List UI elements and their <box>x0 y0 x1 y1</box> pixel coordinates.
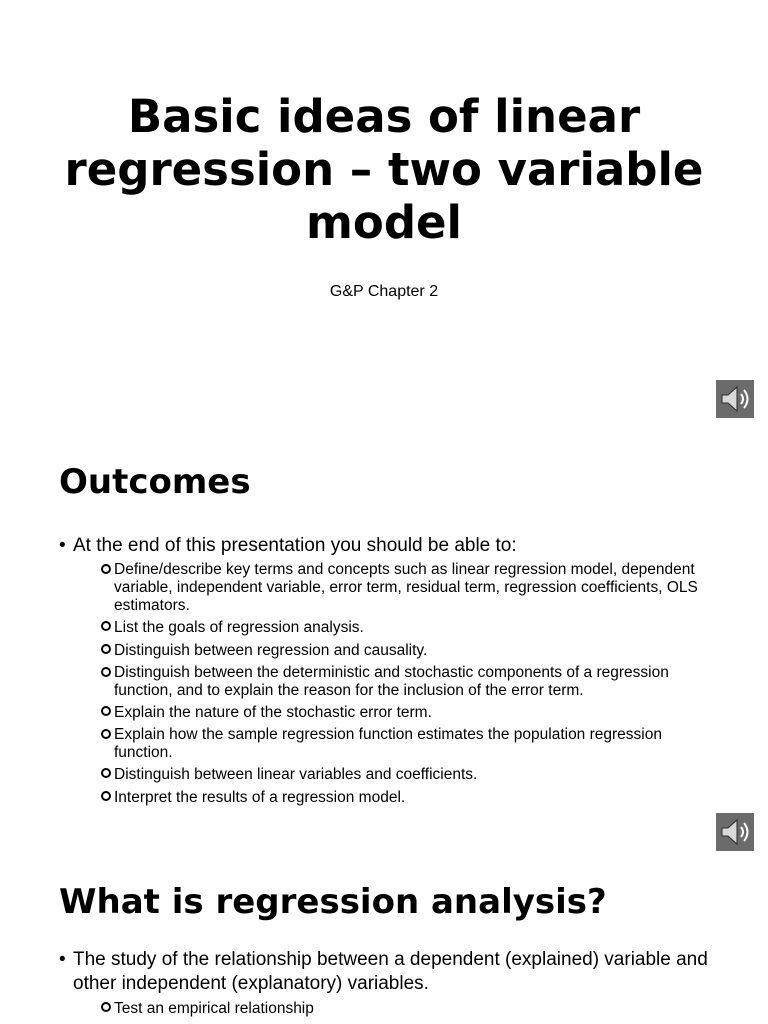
bullet-dot-icon: • <box>59 949 66 970</box>
ring-bullet-icon <box>101 564 111 574</box>
sub-bullet-item <box>73 726 719 762</box>
regression-slide <box>0 860 768 1024</box>
sub-bullet-item <box>73 999 719 1019</box>
bullet-dot-icon: • <box>59 535 66 556</box>
ring-bullet-icon <box>101 706 111 716</box>
ring-bullet-icon <box>101 667 111 677</box>
bullet-item <box>59 534 719 808</box>
sub-bullet-text: Define/describe key terms and concepts such as linear regression model, dependent variable, independent variable, error term, residual term, regression coefficients, OLS estimators. <box>114 561 698 614</box>
sub-bullet-item <box>73 641 719 661</box>
sub-bullet-text: Test an empirical relationship <box>114 1000 314 1017</box>
sub-bullet-item <box>73 788 719 808</box>
bullet-text: The study of the relationship between a dependent (explained) variable and other independent (explanatory) variables. <box>73 949 708 994</box>
ring-bullet-icon <box>101 621 111 631</box>
sub-bullet-item <box>73 561 719 615</box>
ring-bullet-icon <box>101 729 111 739</box>
ring-bullet-icon <box>101 791 111 801</box>
sub-bullet-item <box>73 618 719 638</box>
slide-title: Basic ideas of linear regression – two variable model <box>64 90 704 249</box>
ring-bullet-icon <box>101 1002 111 1012</box>
slide-heading: What is regression analysis? <box>59 882 607 922</box>
bullet-list <box>59 534 719 811</box>
sub-bullet-text: Explain the nature of the stochastic error term. <box>114 704 432 721</box>
ring-bullet-icon <box>101 644 111 654</box>
speaker-icon[interactable] <box>716 813 754 851</box>
slide-heading: Outcomes <box>59 462 251 502</box>
outcomes-slide <box>0 430 768 860</box>
sub-bullet-item <box>73 703 719 723</box>
sub-bullet-text: Distinguish between the deterministic and stochastic components of a regression function, and to explain the reason for the inclusion of the error term. <box>114 664 669 699</box>
sub-bullet-list <box>73 999 719 1019</box>
bullet-text: At the end of this presentation you should be able to: <box>73 535 517 556</box>
sub-bullet-item <box>73 664 719 700</box>
sub-bullet-text: Explain how the sample regression function estimates the population regression function. <box>114 726 662 761</box>
sub-bullet-text: Distinguish between linear variables and coefficients. <box>114 766 478 783</box>
sub-bullet-list <box>73 561 719 808</box>
title-slide <box>0 0 768 430</box>
bullet-item <box>59 948 719 1019</box>
sub-bullet-item <box>73 765 719 785</box>
sub-bullet-text: List the goals of regression analysis. <box>114 619 364 636</box>
sub-bullet-text: Distinguish between regression and causality. <box>114 642 428 659</box>
ring-bullet-icon <box>101 768 111 778</box>
speaker-icon[interactable] <box>716 380 754 418</box>
slide-subtitle: G&P Chapter 2 <box>329 283 439 300</box>
bullet-list <box>59 948 719 1022</box>
sub-bullet-text: Interpret the results of a regression model. <box>114 789 406 806</box>
